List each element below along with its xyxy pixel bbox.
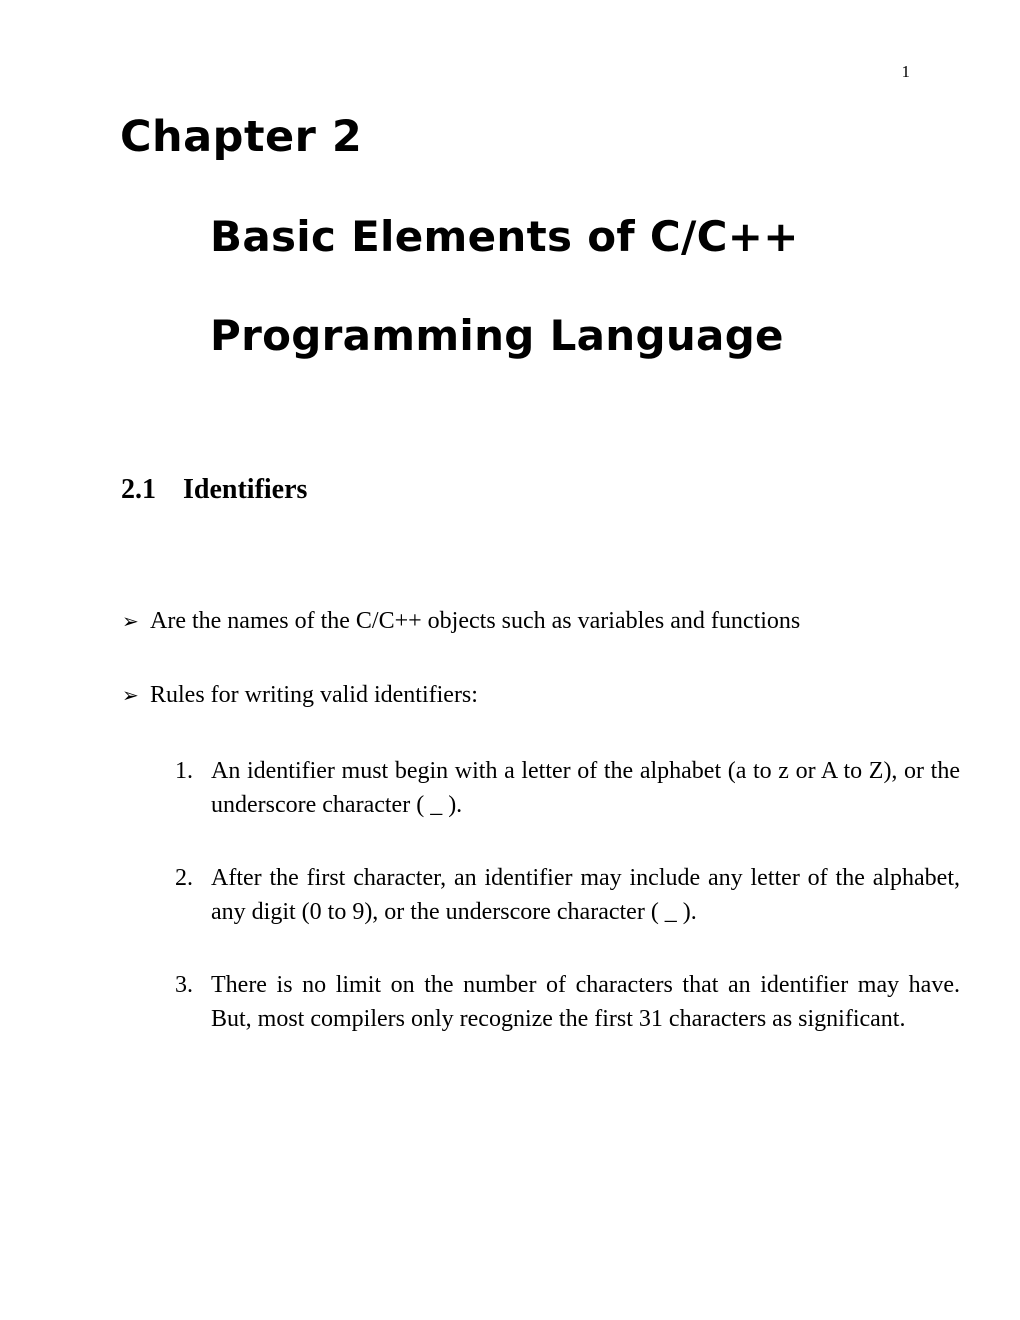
bullet-item [122,682,478,709]
rule-text: After the first character, an identifier may include any letter of the alphabet, any digit (0 to 9), or the underscore character ( _ ). [211,865,960,925]
bullet-text: Rules for writing valid identifiers: [150,682,478,708]
chapter-subtitle-line-1: Basic Elements of C/C++ [210,212,799,261]
rule-text: There is no limit on the number of characters that an identifier may have. But, most compilers only recognize the first 31 characters as significant. [211,972,960,1032]
rule-item [175,968,960,1036]
bullet-item [122,608,800,635]
page-number: 1 [901,62,910,81]
section-title: Identifiers [183,474,308,505]
chapter-subtitle-line-2: Programming Language [210,311,784,360]
rule-item [175,861,960,929]
rule-number: 1. [175,758,193,784]
rule-number: 2. [175,865,193,891]
section-heading [121,474,307,506]
bullet-text: Are the names of the C/C++ objects such as variables and functions [150,608,801,634]
arrow-bullet-icon: ➢ [122,683,139,707]
rule-number: 3. [175,972,193,998]
chapter-title: Chapter 2 [120,112,363,162]
rule-text: An identifier must begin with a letter of the alphabet (a to z or A to Z), or the underscore character ( _ ). [211,758,960,818]
section-number: 2.1 [121,474,156,505]
arrow-bullet-icon: ➢ [122,609,139,633]
rule-item [175,754,960,822]
